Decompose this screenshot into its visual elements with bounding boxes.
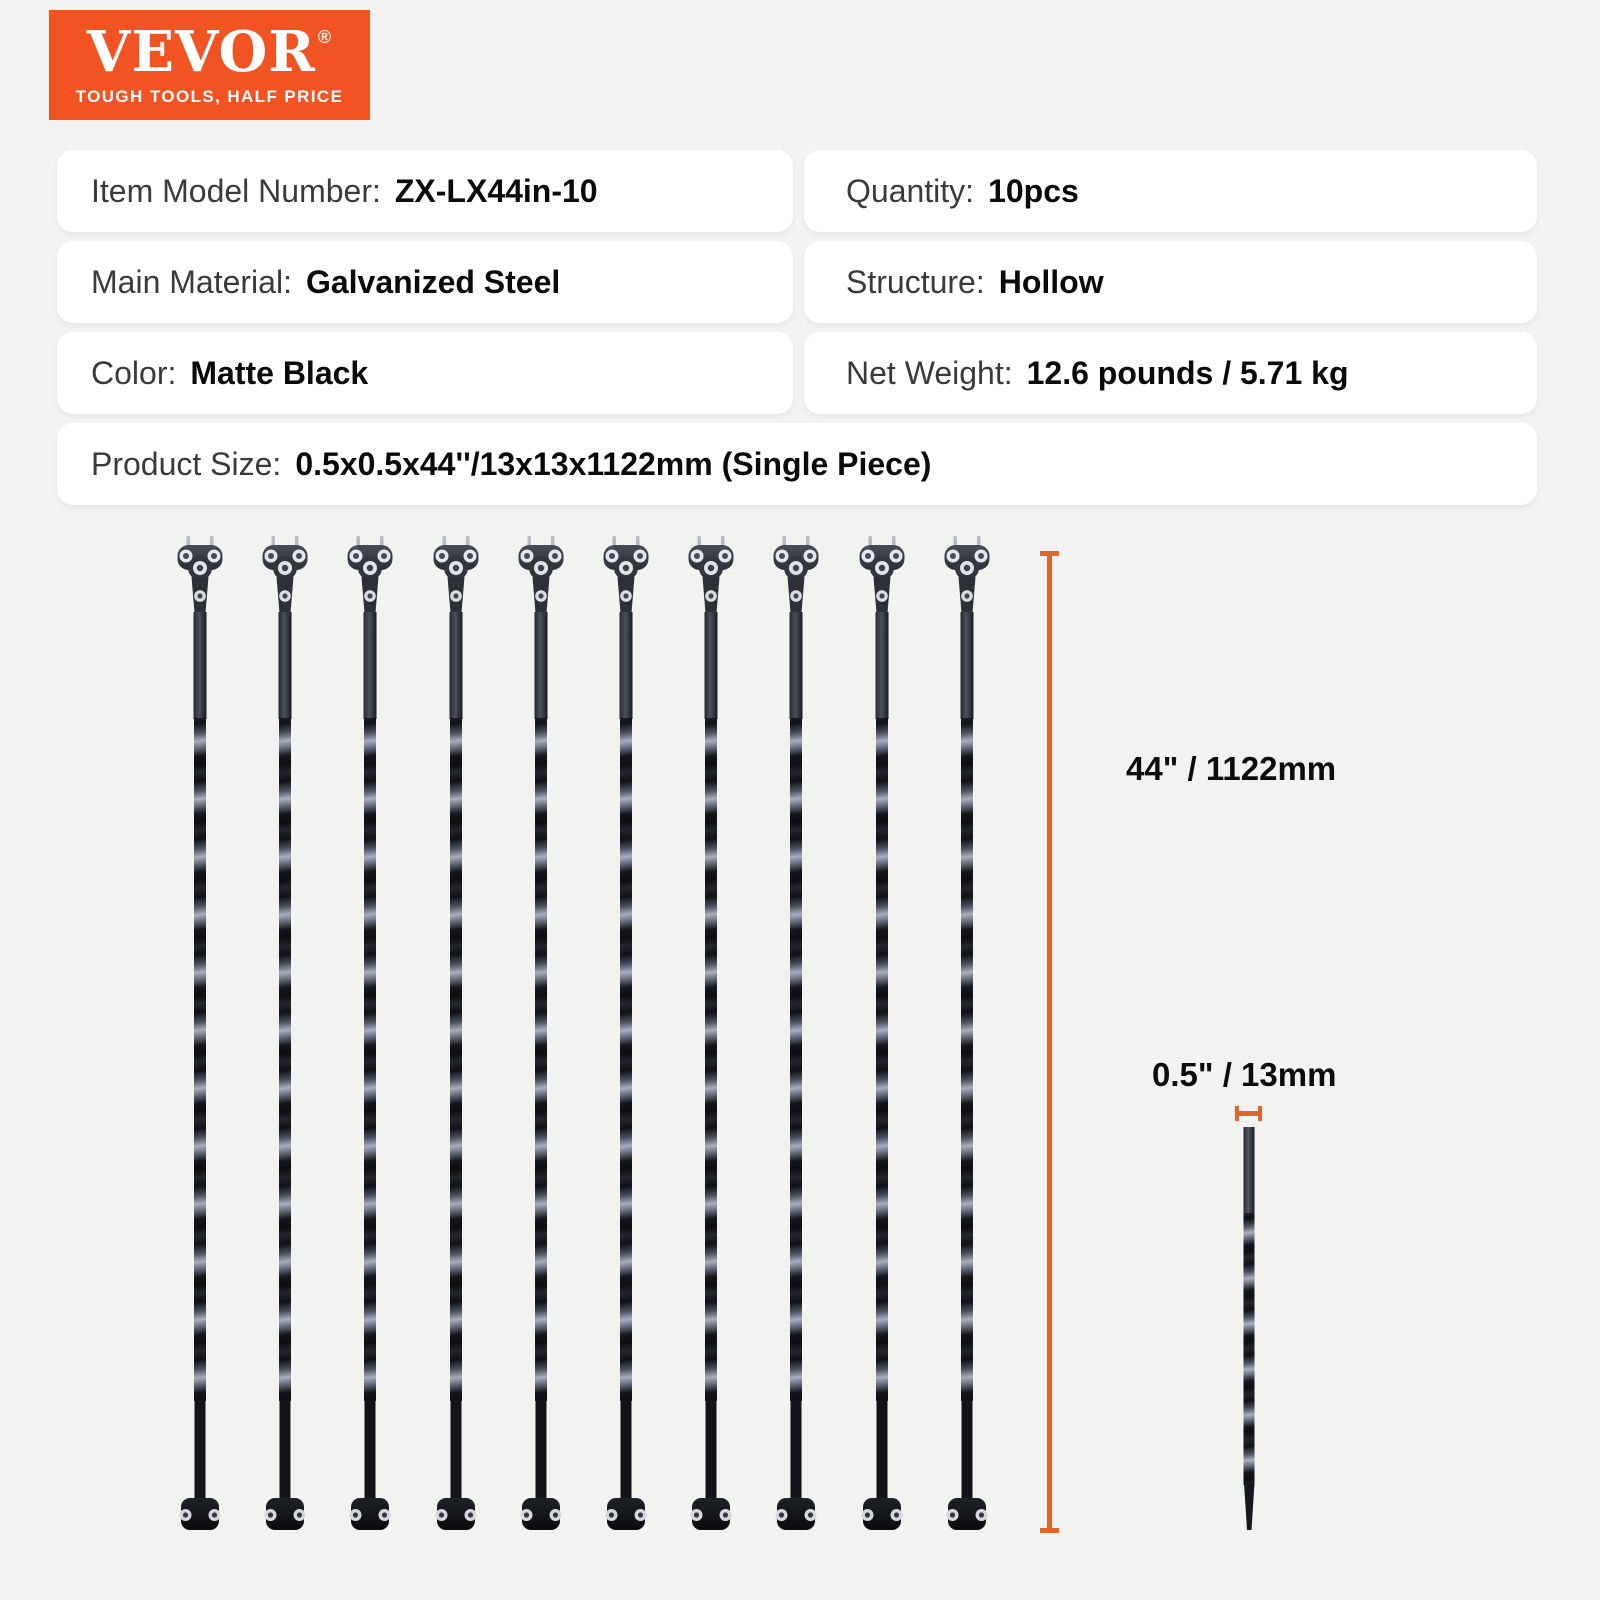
baluster [937, 535, 997, 1545]
spec-label: Product Size: [91, 445, 282, 482]
baluster [255, 535, 315, 1545]
spec-card-color [57, 332, 793, 414]
spec-label: Structure: [846, 263, 985, 300]
brand-name: VEVOR [86, 18, 316, 85]
baluster [511, 535, 571, 1545]
spec-card-material [57, 241, 793, 323]
height-dimension-label: 44" / 1122mm [1126, 750, 1337, 787]
spec-card-quantity [804, 150, 1537, 232]
baluster [426, 535, 486, 1545]
baluster [340, 535, 400, 1545]
spec-card-model-number [57, 150, 793, 232]
spec-card-structure [804, 241, 1537, 323]
spec-value: 0.5x0.5x44''/13x13x1122mm (Single Piece) [295, 445, 932, 482]
dimension-line-vertical [1047, 553, 1052, 1532]
registered-trademark-icon: ® [317, 26, 333, 47]
baluster [596, 535, 656, 1545]
brand-wordmark [86, 18, 333, 85]
baluster [681, 535, 741, 1545]
spec-value: 10pcs [988, 172, 1079, 209]
width-marker-icon [1235, 1106, 1262, 1121]
spec-label: Net Weight: [846, 354, 1013, 391]
baluster [170, 535, 230, 1545]
spec-label: Color: [91, 354, 177, 391]
spec-label: Main Material: [91, 263, 292, 300]
spec-value: Galvanized Steel [305, 263, 561, 300]
baluster-row [0, 535, 1600, 1545]
vevor-logo [49, 10, 370, 120]
spec-value: ZX-LX44in-10 [394, 172, 598, 209]
brand-tagline: TOUGH TOOLS, HALF PRICE [75, 86, 344, 106]
baluster [852, 535, 912, 1545]
baluster-width-detail [1237, 1127, 1262, 1530]
baluster [766, 535, 826, 1545]
spec-value: Hollow [998, 263, 1104, 300]
spec-value: 12.6 pounds / 5.71 kg [1026, 354, 1349, 391]
spec-card-product-size [57, 423, 1537, 505]
spec-value: Matte Black [190, 354, 369, 391]
dimension-cap-bottom [1040, 1528, 1059, 1533]
spec-card-net-weight [804, 332, 1537, 414]
spec-label: Quantity: [846, 172, 975, 209]
width-dimension-label: 0.5" / 13mm [1152, 1056, 1337, 1093]
spec-cards [57, 150, 1537, 505]
spec-label: Item Model Number: [91, 172, 381, 209]
